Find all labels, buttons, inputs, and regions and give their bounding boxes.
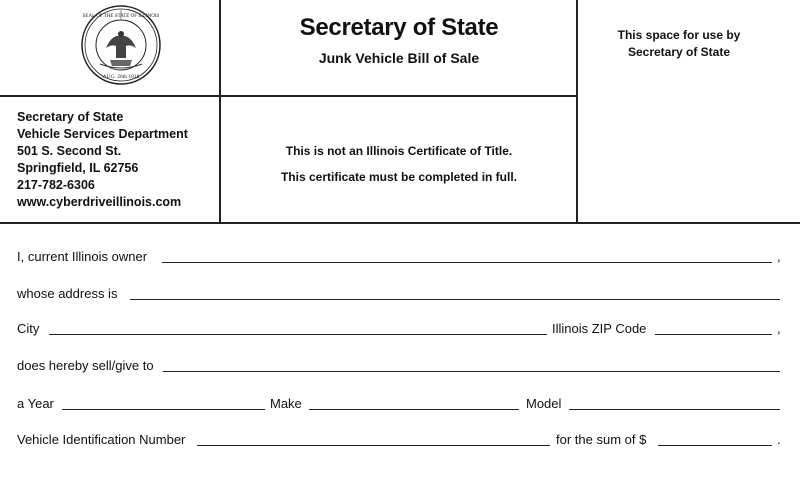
sell-label: does hereby sell/give to bbox=[17, 358, 154, 373]
vin-label: Vehicle Identification Number bbox=[17, 432, 186, 447]
address-label: whose address is bbox=[17, 286, 118, 301]
divider bbox=[219, 0, 221, 224]
sos-use-box bbox=[578, 27, 780, 61]
zip-label: Illinois ZIP Code bbox=[552, 321, 647, 336]
title-block bbox=[222, 14, 576, 66]
vehicle-row bbox=[17, 396, 787, 418]
address-line: Secretary of State bbox=[17, 110, 124, 124]
state-seal-icon bbox=[80, 4, 162, 86]
address-line: Springfield, IL 62756 bbox=[17, 161, 139, 175]
make-label: Make bbox=[270, 396, 302, 411]
address-line: 501 S. Second St. bbox=[17, 144, 122, 158]
make-field[interactable] bbox=[309, 396, 519, 410]
zip-field[interactable] bbox=[655, 321, 772, 335]
period: . bbox=[777, 432, 781, 447]
address-row bbox=[17, 286, 787, 308]
city-field[interactable] bbox=[49, 321, 547, 335]
model-field[interactable] bbox=[569, 396, 780, 410]
year-label: a Year bbox=[17, 396, 54, 411]
vin-row bbox=[17, 432, 787, 454]
divider bbox=[0, 95, 578, 97]
sum-field[interactable] bbox=[658, 432, 772, 446]
comma: , bbox=[777, 249, 781, 264]
owner-field[interactable] bbox=[162, 249, 772, 263]
address-field[interactable] bbox=[130, 286, 780, 300]
owner-row bbox=[17, 249, 787, 271]
address-phone: 217-782-6306 bbox=[17, 178, 95, 192]
sum-label: for the sum of $ bbox=[556, 432, 647, 447]
buyer-row bbox=[17, 358, 787, 380]
year-field[interactable] bbox=[62, 396, 265, 410]
svg-text:AUG. 26th 1818: AUG. 26th 1818 bbox=[102, 74, 140, 80]
notice-line: This is not an Illinois Certificate of Title. bbox=[285, 144, 513, 158]
buyer-field[interactable] bbox=[163, 358, 780, 372]
comma: , bbox=[777, 321, 781, 336]
notice-line: This certificate must be completed in full. bbox=[280, 170, 518, 184]
notice-block bbox=[222, 138, 576, 190]
sos-use-line2: Secretary of State bbox=[627, 45, 731, 59]
address-line: Vehicle Services Department bbox=[17, 127, 188, 141]
svg-text:SEAL OF THE STATE OF ILLINOIS: SEAL OF THE STATE OF ILLINOIS bbox=[82, 14, 160, 19]
department-address bbox=[17, 109, 188, 211]
page-subtitle: Junk Vehicle Bill of Sale bbox=[318, 50, 480, 66]
sos-use-line1: This space for use by bbox=[617, 28, 741, 42]
city-row bbox=[17, 321, 787, 343]
owner-label: I, current Illinois owner bbox=[17, 249, 148, 264]
address-website: www.cyberdriveillinois.com bbox=[17, 195, 182, 209]
city-label: City bbox=[17, 321, 40, 336]
divider bbox=[0, 222, 800, 224]
vin-field[interactable] bbox=[197, 432, 550, 446]
page-title: Secretary of State bbox=[299, 14, 499, 41]
model-label: Model bbox=[526, 396, 562, 411]
